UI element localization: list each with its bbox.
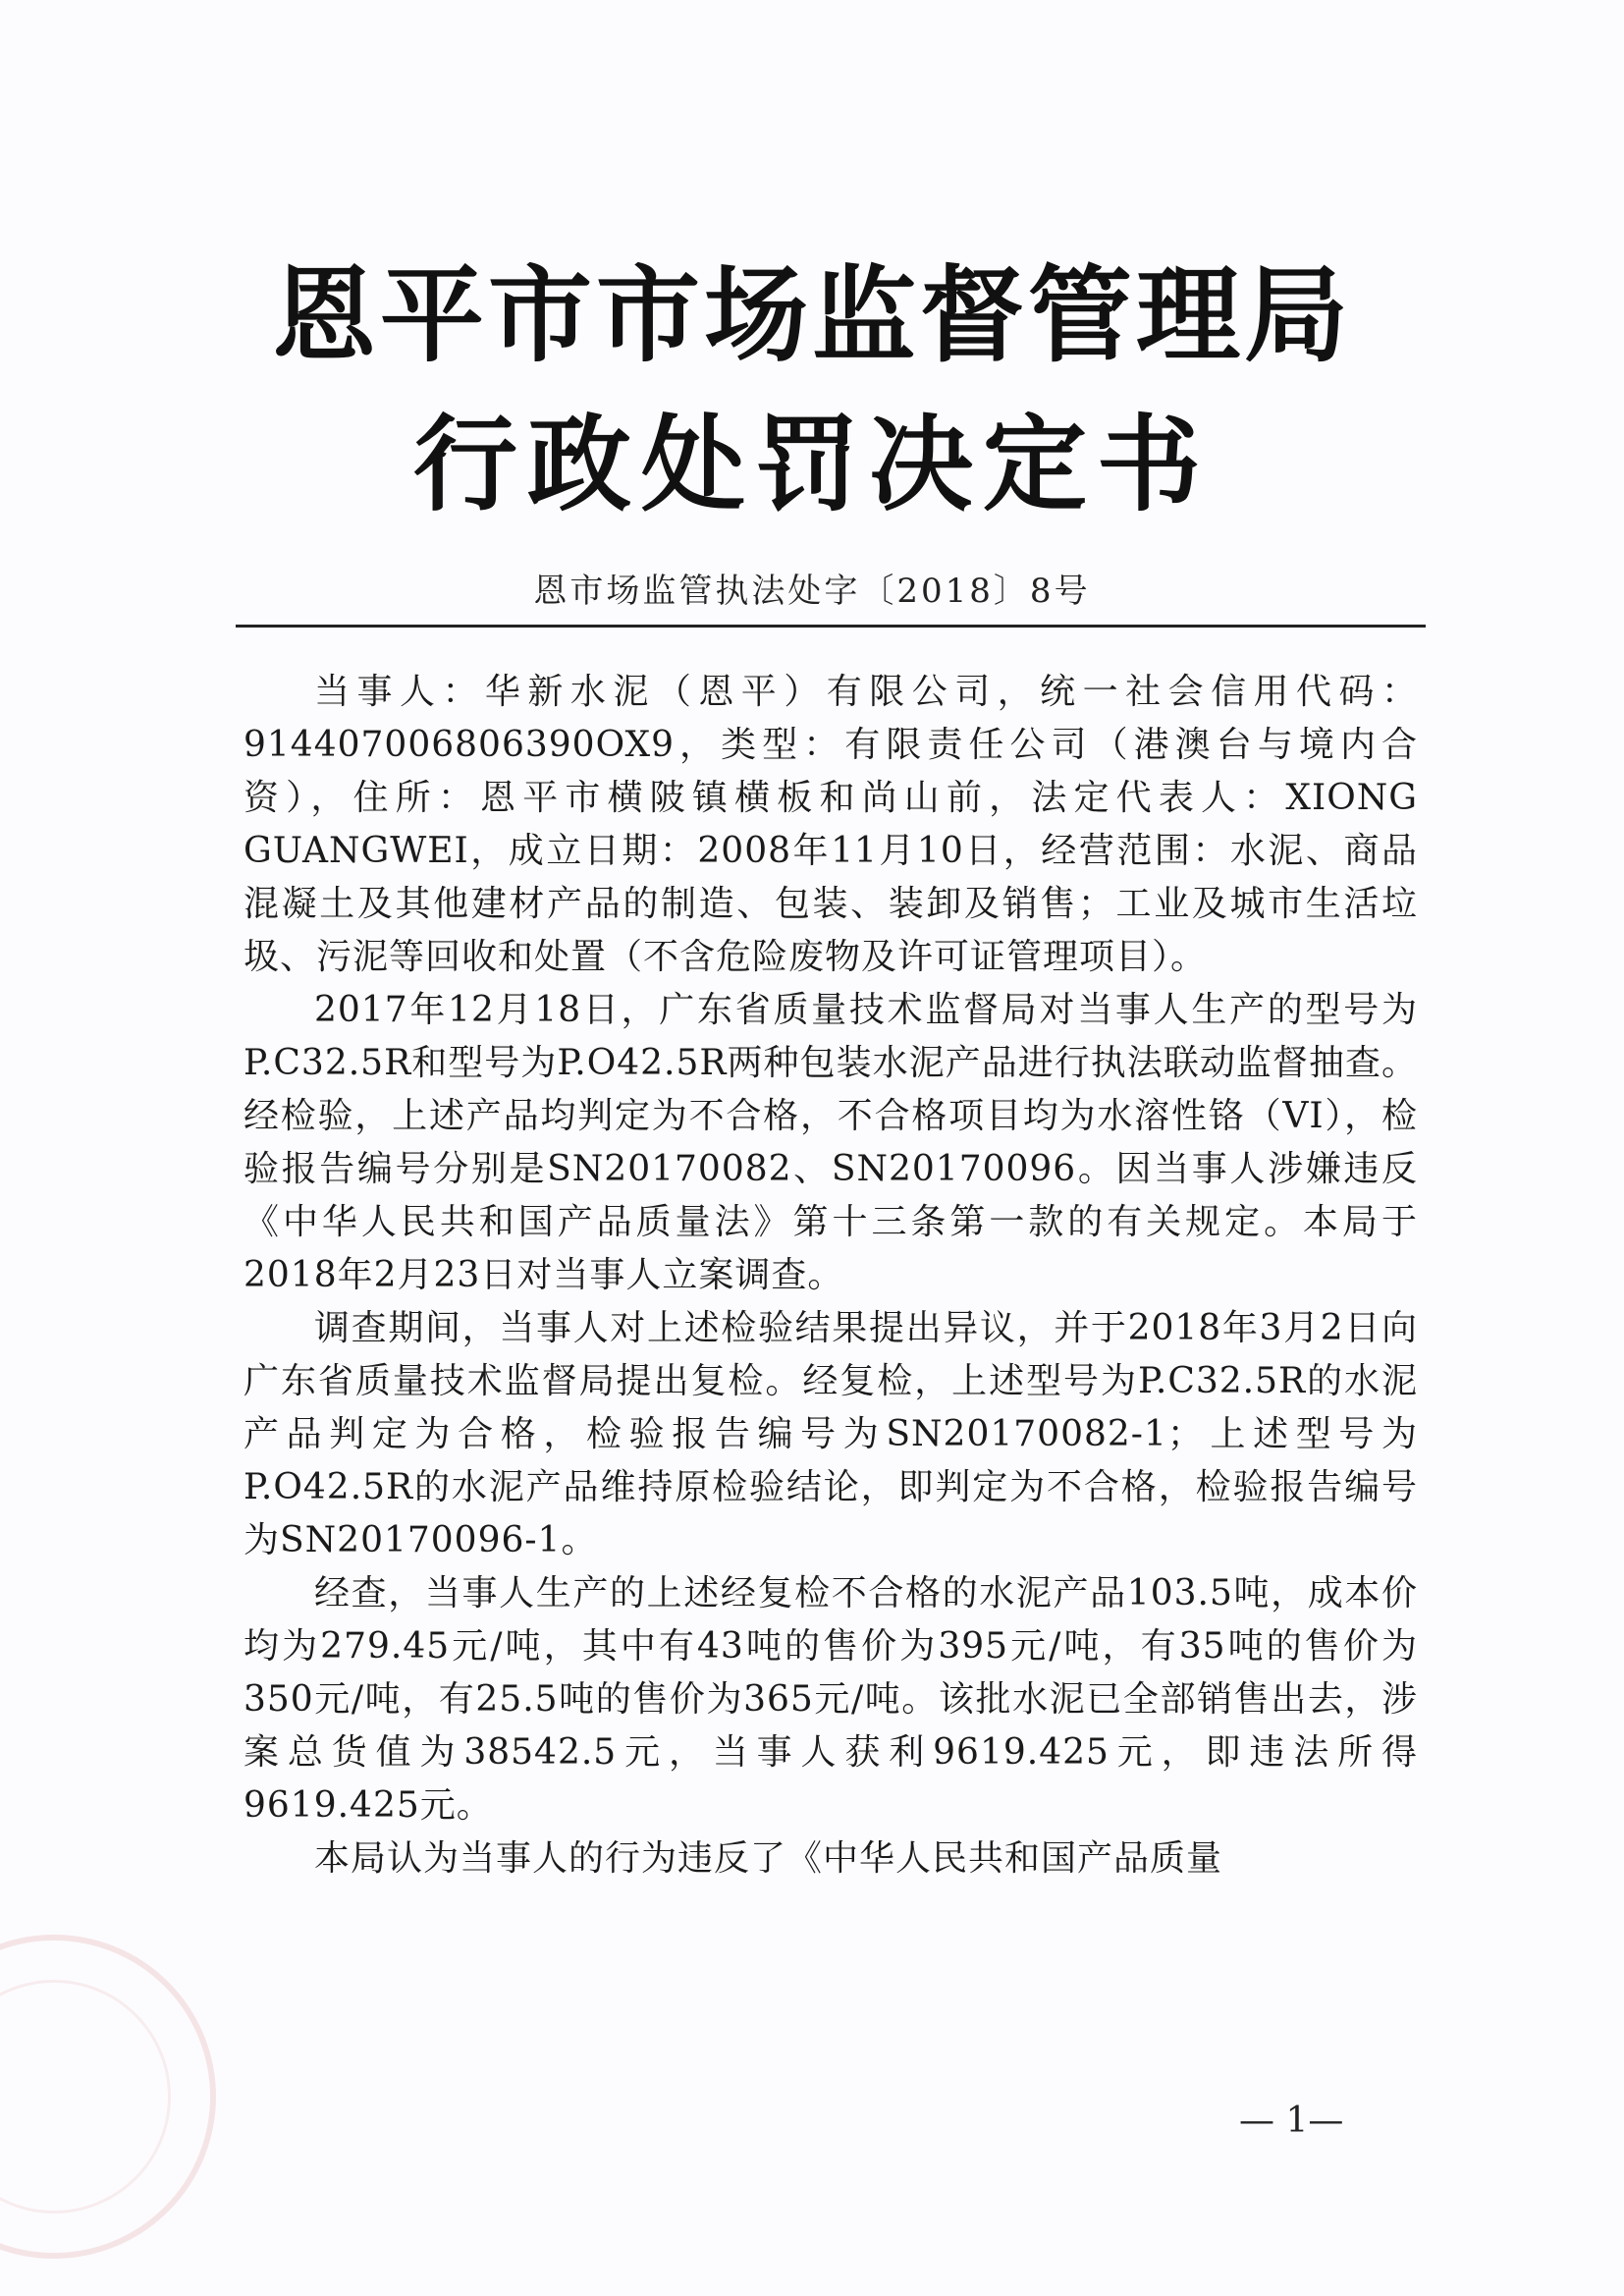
page-number: — 1— — [1239, 2101, 1344, 2141]
title-divider — [236, 625, 1426, 628]
paragraph-inspection: 2017年12月18日，广东省质量技术监督局对当事人生产的型号为P.C32.5R和型号为P.O42.5R两种包装水泥产品进行执法联动监督抽查。经检验，上述产品均判定为不合格，不合格项目均为水溶性铬（VI），检验报告编号分别是SN20170082、SN20170096。因当事人涉嫌违反《中华人民共和国产品质量法》第十三条第一款的有关规定。本局于2018年2月23日对当事人立案调查。 — [244, 990, 1418, 1295]
paragraph-party-info: 当事人：华新水泥（恩平）有限公司，统一社会信用代码：914407006806390OX9，类型：有限责任公司（港澳台与境内合资），住所：恩平市横陂镇横板和尚山前，法定代表人：XIONG GUANGWEI，成立日期：2008年11月10日，经营范围：水泥、商品混凝土及其他建材产品的制造、包装、装卸及销售；工业及城市生活垃圾、污泥等回收和处置（不含危险废物及许可证管理项目）。 — [244, 672, 1418, 977]
document-body — [244, 666, 1418, 1886]
document-title-line-1: 恩平市市场监督管理局 — [272, 255, 1352, 376]
paragraph-recheck: 调查期间，当事人对上述检验结果提出异议，并于2018年3月2日向广东省质量技术监督局提出复检。经复检，上述型号为P.C32.5R的水泥产品判定为合格，检验报告编号为SN20170082-1；上述型号为P.O42.5R的水泥产品维持原检验结论，即判定为不合格，检验报告编号为SN20170096-1。 — [244, 1308, 1418, 1560]
paragraph-findings: 经查，当事人生产的上述经复检不合格的水泥产品103.5吨，成本价均为279.45元/吨，其中有43吨的售价为395元/吨，有35吨的售价为350元/吨，有25.5吨的售价为365元/吨。该批水泥已全部销售出去，涉案总货值为38542.5元，当事人获利9619.425元，即违法所得9619.425元。 — [244, 1573, 1418, 1826]
seal-stamp — [0, 1935, 216, 2259]
paragraph-conclusion: 本局认为当事人的行为违反了《中华人民共和国产品质量 — [314, 1838, 1223, 1879]
document-number: 恩市场监管执法处字〔2018〕8号 — [533, 572, 1091, 611]
document-title-line-2: 行政处罚决定书 — [413, 405, 1211, 525]
seal-stamp-inner-ring — [0, 1980, 171, 2214]
